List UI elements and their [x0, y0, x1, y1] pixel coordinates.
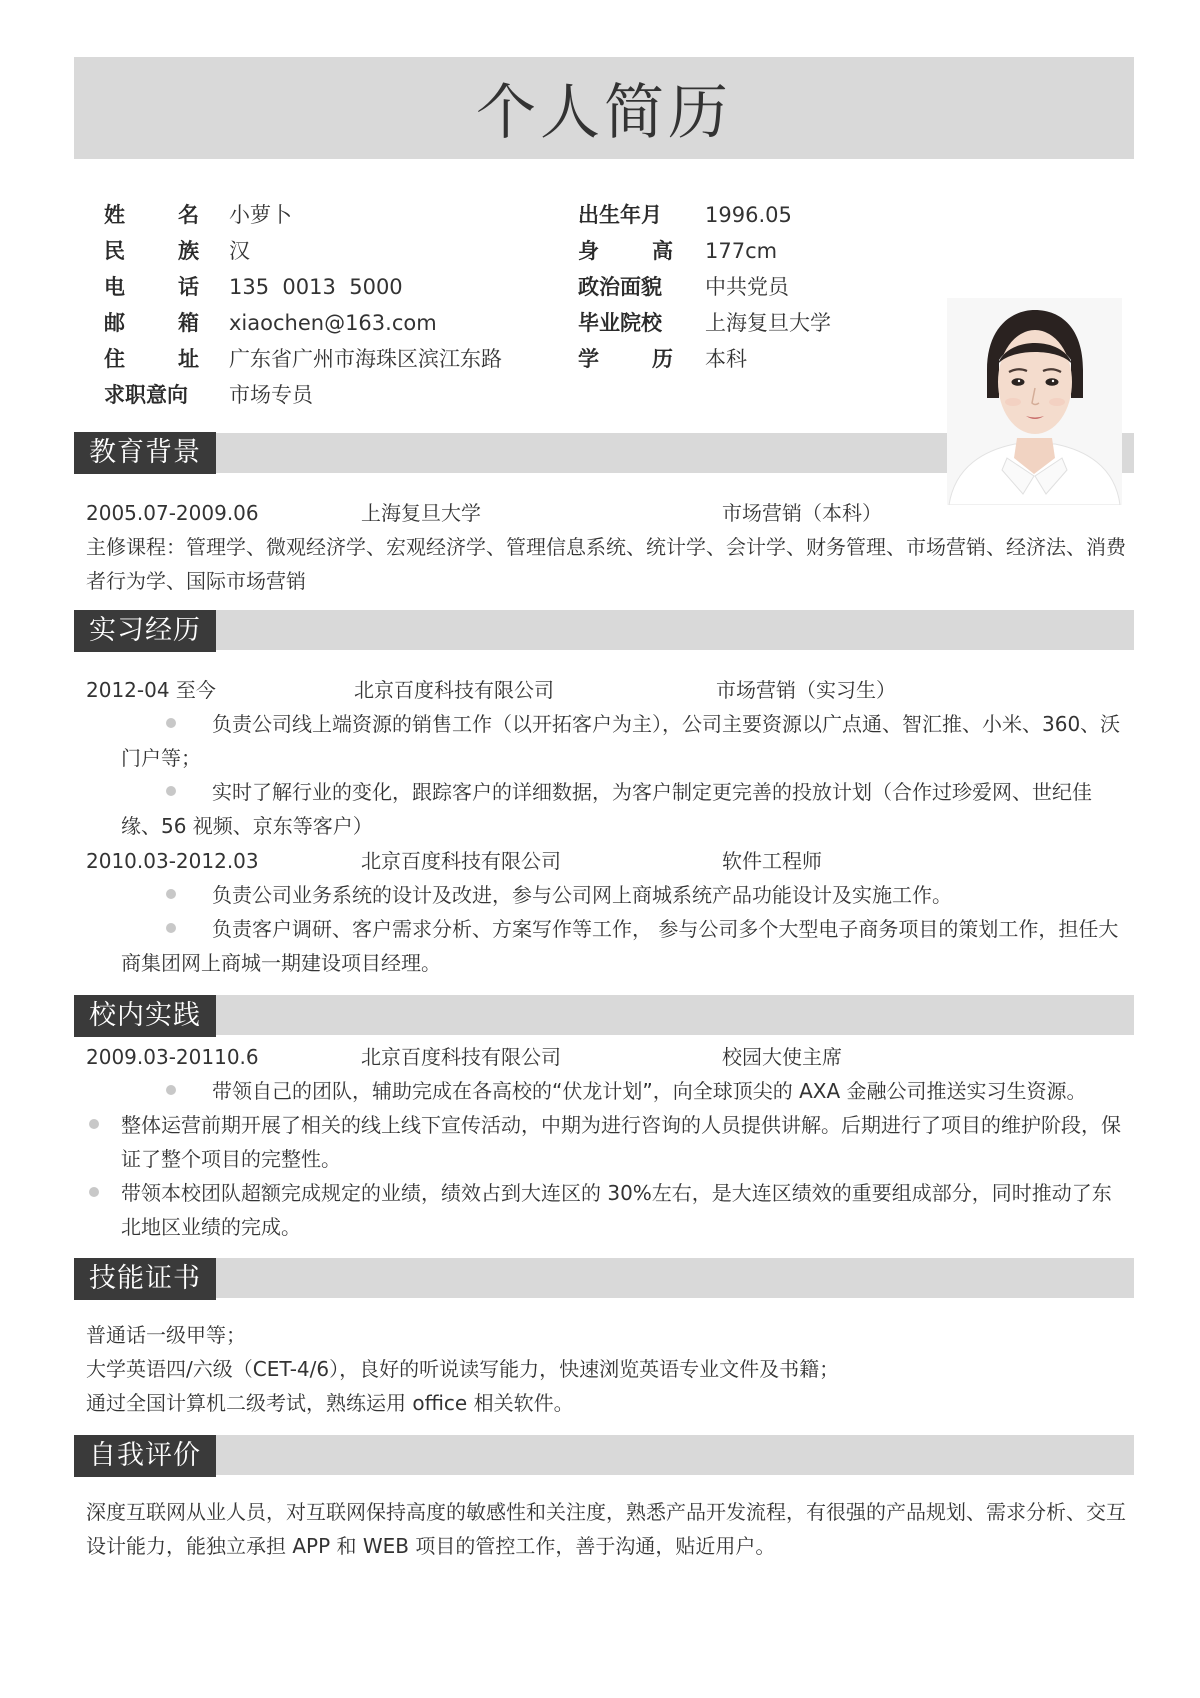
- profile-photo: [947, 298, 1122, 505]
- info-label: 毕业院校: [578, 311, 662, 335]
- section-heading-education: 教育背景: [74, 432, 216, 474]
- education-period: 2005.07-2009.06: [86, 501, 259, 525]
- info-value: 中共党员: [705, 275, 789, 299]
- campus-bullet: 带领自己的团队，辅助完成在各高校的“伏龙计划”，向全球顶尖的 AXA 金融公司推送实习生资源。: [212, 1079, 1087, 1103]
- bullet-dot: [89, 1119, 99, 1129]
- info-value: 1996.05: [705, 203, 792, 227]
- skill-line: 通过全国计算机二级考试，熟练运用 office 相关软件。: [86, 1391, 574, 1415]
- self-eval-text: 深度互联网从业人员，对互联网保持高度的敏感性和关注度，熟悉产品开发流程，有很强的产品规划、需求分析、交互设计能力，能独立承担 APP 和 WEB 项目的管控工作，善于沟通，贴近用户。: [86, 1500, 1126, 1558]
- internship-bullet: 负责公司业务系统的设计及改进，参与公司网上商城系统产品功能设计及实施工作。: [212, 883, 952, 907]
- internship-company: 北京百度科技有限公司: [361, 849, 561, 873]
- info-political-row: [578, 270, 908, 304]
- info-label: 出生年月: [578, 203, 662, 227]
- education-courses: 主修课程：管理学、微观经济学、宏观经济学、管理信息系统、统计学、会计学、财务管理、市场营销、经济法、消费者行为学、国际市场营销: [86, 535, 1126, 593]
- section-bar: [74, 1435, 1134, 1475]
- section-bar: [74, 610, 1134, 650]
- info-school-row: [578, 306, 908, 340]
- skill-line: 普通话一级甲等；: [86, 1323, 246, 1347]
- info-value: 广东省广州市海珠区滨江东路: [229, 347, 502, 371]
- internship-bullet: 负责客户调研、客户需求分析、方案写作等工作， 参与公司多个大型电子商务项目的策划工作，担任大商集团网上商城一期建设项目经理。: [121, 917, 1119, 975]
- section-bar: [74, 995, 1134, 1035]
- portrait-image: [947, 298, 1122, 505]
- internship-role: 软件工程师: [722, 849, 822, 873]
- info-label: 姓 名: [104, 203, 199, 227]
- bullet-dot: [166, 1085, 176, 1095]
- info-label: 政治面貌: [578, 275, 662, 299]
- education-school: 上海复旦大学: [361, 501, 481, 525]
- campus-bullet: 带领本校团队超额完成规定的业绩，绩效占到大连区的 30%左右，是大连区绩效的重要组成部分，同时推动了东北地区业绩的完成。: [121, 1181, 1112, 1239]
- section-heading-internship: 实习经历: [74, 610, 216, 652]
- internship-bullet: 实时了解行业的变化，跟踪客户的详细数据，为客户制定更完善的投放计划（合作过珍爱网、世纪佳缘、56 视频、京东等客户）: [121, 780, 1092, 838]
- info-value: 177cm: [705, 239, 778, 263]
- info-value: 上海复旦大学: [705, 311, 831, 335]
- campus-company: 北京百度科技有限公司: [361, 1045, 561, 1069]
- info-email-row: [104, 306, 544, 340]
- internship-role: 市场营销（实习生）: [716, 678, 896, 702]
- info-value: 汉: [229, 239, 250, 263]
- info-value: 小萝卜: [229, 203, 292, 227]
- skill-line: 大学英语四/六级（CET-4/6），良好的听说读写能力，快速浏览英语专业文件及书籍；: [86, 1357, 840, 1381]
- section-heading-self-eval: 自我评价: [74, 1435, 216, 1477]
- internship-period: 2010.03-2012.03: [86, 849, 259, 873]
- campus-period: 2009.03-20110.6: [86, 1045, 259, 1069]
- info-name-row: [104, 198, 544, 232]
- internship-period: 2012-04 至今: [86, 678, 216, 702]
- campus-role: 校园大使主席: [722, 1045, 842, 1069]
- education-major: 市场营销（本科）: [722, 501, 882, 525]
- info-label: 住 址: [104, 347, 199, 371]
- title-banner: [74, 57, 1134, 159]
- section-bar: [74, 1258, 1134, 1298]
- info-value: 135 0013 5000: [229, 275, 403, 299]
- info-value: 本科: [705, 347, 747, 371]
- info-label: 身 高: [578, 239, 673, 263]
- info-phone-row: [104, 270, 544, 304]
- page-title: 个人简历: [476, 78, 732, 148]
- info-value: xiaochen@163.com: [229, 311, 437, 335]
- info-height-row: [578, 234, 908, 268]
- info-label: 电 话: [104, 275, 199, 299]
- info-label: 民 族: [104, 239, 199, 263]
- info-ethnicity-row: [104, 234, 544, 268]
- campus-bullet: 整体运营前期开展了相关的线上线下宣传活动，中期为进行咨询的人员提供讲解。后期进行了项目的维护阶段，保证了整个项目的完整性。: [121, 1113, 1121, 1171]
- info-birth-row: [578, 198, 908, 232]
- info-address-row: [104, 342, 544, 376]
- section-heading-skills: 技能证书: [74, 1258, 216, 1300]
- info-value: 市场专员: [229, 383, 313, 407]
- bullet-dot: [89, 1187, 99, 1197]
- internship-company: 北京百度科技有限公司: [354, 678, 554, 702]
- section-heading-campus: 校内实践: [74, 995, 216, 1037]
- info-label: 求职意向: [104, 383, 188, 407]
- info-label: 邮 箱: [104, 311, 199, 335]
- internship-bullet: 负责公司线上端资源的销售工作（以开拓客户为主），公司主要资源以广点通、智汇推、小米、360、沃门户等；: [121, 712, 1121, 770]
- info-label: 学 历: [578, 347, 673, 371]
- info-objective-row: [104, 378, 544, 412]
- info-degree-row: [578, 342, 908, 376]
